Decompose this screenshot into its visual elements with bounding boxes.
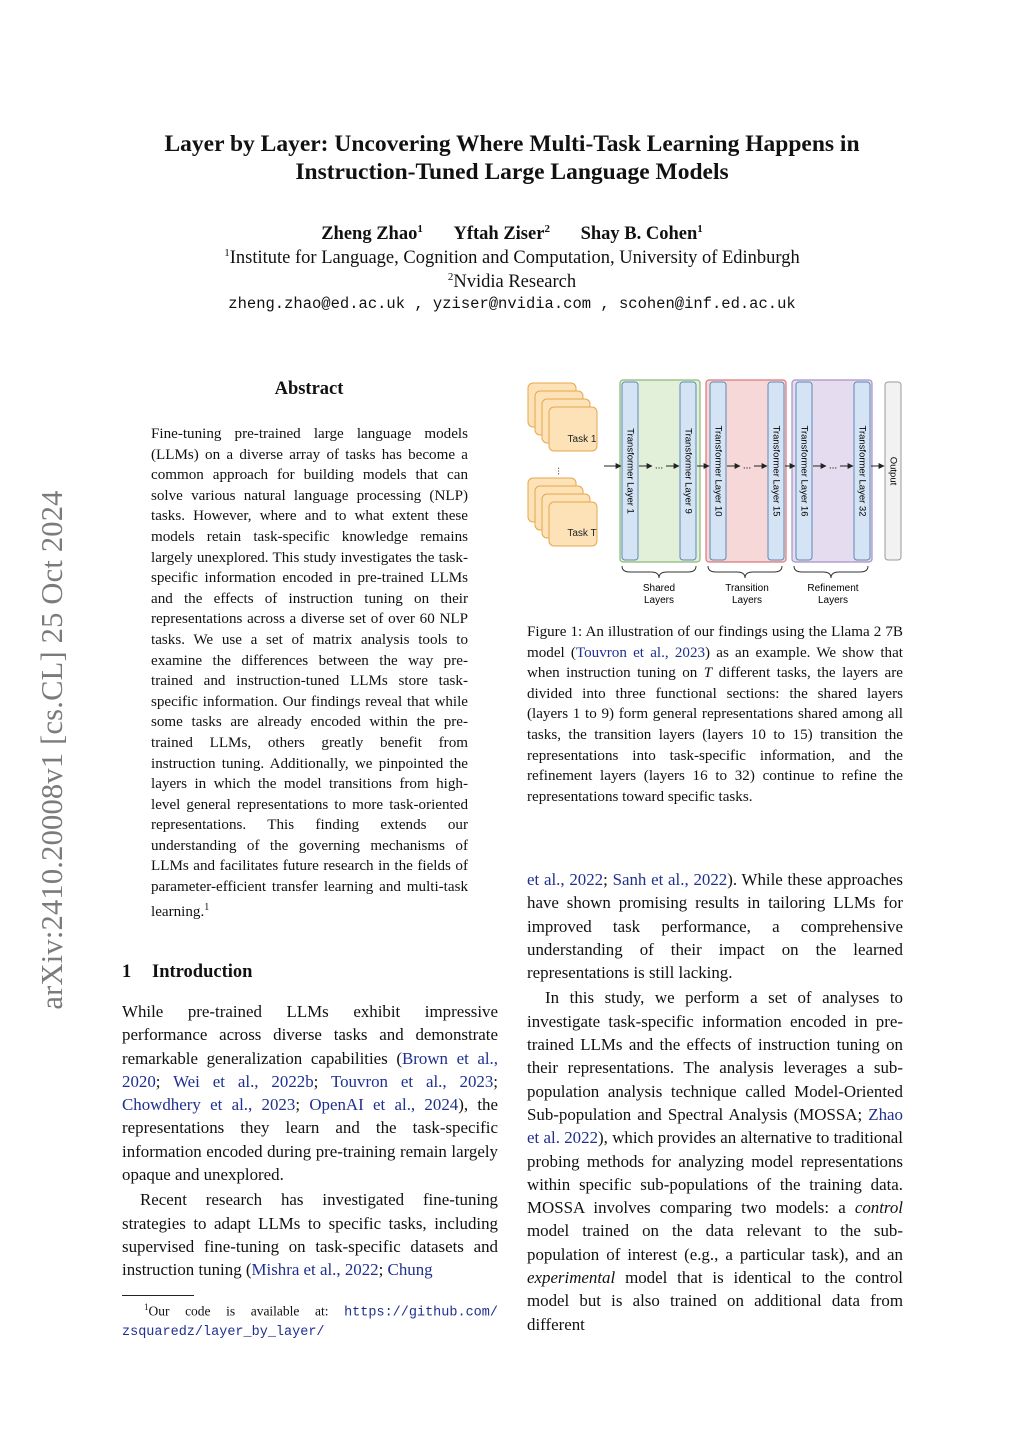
title-line-2: Instruction-Tuned Large Language Models — [295, 159, 729, 185]
author: Zheng Zhao$^1$ — [321, 222, 423, 244]
svg-text:Transformer Layer 15: Transformer Layer 15 — [770, 425, 782, 517]
figure-1-diagram — [524, 374, 908, 610]
citation-link[interactable]: Wei et al., 2022b — [173, 1071, 314, 1091]
refinement-layers-label: Refinement — [807, 583, 859, 594]
layer-ellipsis: ... — [654, 460, 664, 472]
author-emails: zheng.zhao@ed.ac.uk , yziser@nvidia.com , scohen@inf.ed.ac.uk — [228, 295, 796, 313]
title-line-1: Layer by Layer: Uncovering Where Multi-Task Learning Happens in — [164, 131, 860, 157]
svg-text:Output: Output — [887, 456, 899, 486]
citation-link[interactable]: Mishra et al., 2022 — [251, 1260, 379, 1280]
layer-ellipsis: ... — [742, 460, 752, 472]
citation-link[interactable]: Zhao et al. 2022 — [527, 1104, 903, 1148]
citation-link[interactable]: Brown et al., 2020 — [122, 1048, 499, 1091]
transition-layers-label: Layers — [731, 595, 763, 606]
transformer-layer-32 — [854, 382, 870, 560]
paper-title — [80, 130, 944, 186]
task-t-label: Task T — [567, 528, 597, 539]
citation-link[interactable]: Touvron et al., 2023 — [575, 644, 706, 661]
affiliation-1: $^1$Institute for Language, Cognition and Computation, University of Edinburgh — [224, 246, 800, 268]
transformer-layer-9 — [680, 382, 696, 560]
author-list — [80, 222, 944, 246]
author: Yftah Ziser$^2$ — [453, 222, 550, 244]
citation-link[interactable]: et al., 2022 — [527, 870, 604, 889]
shared-layers-label: Layers — [643, 595, 675, 606]
group-braces — [622, 566, 868, 578]
svg-text:Transformer Layer 32: Transformer Layer 32 — [856, 425, 868, 517]
citation-link[interactable]: OpenAI et al., 2024 — [309, 1095, 459, 1115]
task-ellipsis: ... — [555, 466, 566, 476]
transformer-layer-16 — [796, 382, 812, 560]
transformer-layer-10 — [710, 382, 726, 560]
task-card — [549, 502, 597, 546]
transition-layers-label: Transition — [725, 583, 769, 594]
code-url-link[interactable]: zsquaredz/layer_by_layer/ — [122, 1324, 325, 1340]
citation-link[interactable]: Touvron et al., 2023 — [330, 1071, 494, 1091]
footnote: $^1$Our code is available at: https://github.com/ zsquaredz/layer_by_layer/ — [122, 1302, 498, 1340]
task-1-label: Task 1 — [567, 434, 597, 445]
layer-ellipsis: ... — [828, 460, 838, 472]
figure-1-caption: Figure 1: An illustration of our findings using the Llama 2 7B model (Touvron et al., 2023) as an example. We show that when instruction tuning on T different tasks, the layers are divided into three functional sections: the shared layers (layers 1 to 9) form general representations shared among all tasks, the transition layers (layers 10 to 15) transition the representations into task-specific information, and the refinement layers (layers 16 to 32) continue to refine the representations toward specific tasks. — [527, 624, 903, 805]
svg-text:Transformer Layer 16: Transformer Layer 16 — [798, 425, 810, 517]
intro-paragraph-3: et al., 2022; Sanh et al., 2022). While these approaches have shown promising results in tailoring LLMs for improved task performance, a comprehensive understanding of their impact on the learned representations is still lacking. — [527, 870, 903, 983]
abstract-heading: Abstract — [274, 379, 344, 399]
refinement-layers-label: Layers — [817, 595, 849, 606]
arxiv-stamp: arXiv:2410.20008v1 [cs.CL] 25 Oct 2024 — [35, 490, 69, 1010]
abstract-text: Fine-tuning pre-trained large language models (LLMs) on a diverse array of tasks has become a common approach for building models that can solve various natural language processing (NLP) tasks. However, where and to what extent these models retain task-specific knowledge remains largely unexplored. This study investigates the task-specific information encoded in pre-trained LLMs and the effects of instruction tuning on their representations across a diverse set of over 60 NLP tasks. We use a set of matrix analysis tools to examine the differences between the way pre-trained and instruction-tuned LLMs store task-specific information. Our findings reveal that while some tasks are already encoded within the pre-trained LLMs, others greatly benefit from instruction tuning. Additionally, we pinpointed the layers in which the model transitions from high-level general representations to more task-oriented representations. This finding extends our understanding of the governing mechanisms of LLMs and facilitates future research in the fields of parameter-efficient transfer learning and multi-task learning.$^1$ — [151, 426, 468, 920]
intro-paragraph-2: Recent research has investigated fine-tuning strategies to adapt LLMs to specific tasks, including supervised fine-tuning on task-specific datasets and instruction tuning (Mishra et al., 2022; Chung — [122, 1190, 498, 1280]
intro-right-column — [527, 868, 903, 1336]
section-heading-introduction: 1 Introduction — [122, 962, 253, 982]
intro-left-column — [122, 1000, 498, 1282]
task-stacks — [528, 383, 597, 546]
svg-text:Transformer Layer 1: Transformer Layer 1 — [624, 428, 636, 514]
footnote-rule — [122, 1295, 194, 1296]
shared-layers-label: Shared — [642, 583, 676, 594]
author: Shay B. Cohen$^1$ — [580, 222, 703, 244]
citation-link[interactable]: Sanh et al., 2022 — [612, 870, 728, 889]
citation-link[interactable]: Chung — [387, 1260, 433, 1280]
transformer-layer-15 — [768, 382, 784, 560]
svg-text:Transformer Layer 9: Transformer Layer 9 — [682, 428, 694, 514]
citation-link[interactable]: Chowdhery et al., 2023 — [122, 1095, 296, 1115]
output-block — [885, 382, 901, 560]
code-url-link[interactable]: https://github.com/ — [344, 1305, 498, 1321]
svg-text:Transformer Layer 10: Transformer Layer 10 — [712, 425, 724, 517]
transformer-layer-1 — [622, 382, 638, 560]
intro-paragraph-1: While pre-trained LLMs exhibit impressive performance across diverse tasks and demonstrate remarkable generalization capabilities (Brown et al., 2020; Wei et al., 2022b; Touvron et al., 2023; Chowdhery et al., 2023; OpenAI et al., 2024), the representations they learn and the task-specific information encoded during pre-training remain largely opaque and unexplored. — [122, 1002, 499, 1185]
intro-paragraph-4: In this study, we perform a set of analyses to investigate task-specific information encoded in pre-trained LLMs and the effects of instruction tuning on their representations. The analysis leverages a sub-population analysis technique called Model-Oriented Sub-population and Spectral Analysis (MOSSA; Zhao et al. 2022), which provides an alternative to traditional probing methods for analyzing model representations within specific sub-populations of the training data. MOSSA involves comparing two models: a control model trained on the data relevant to the sub-population of interest (e.g., a particular task), and an experimental model that is identical to the control model but is also trained on additional data from different — [527, 988, 903, 1334]
affiliation-2: $^2$Nvidia Research — [447, 270, 577, 292]
